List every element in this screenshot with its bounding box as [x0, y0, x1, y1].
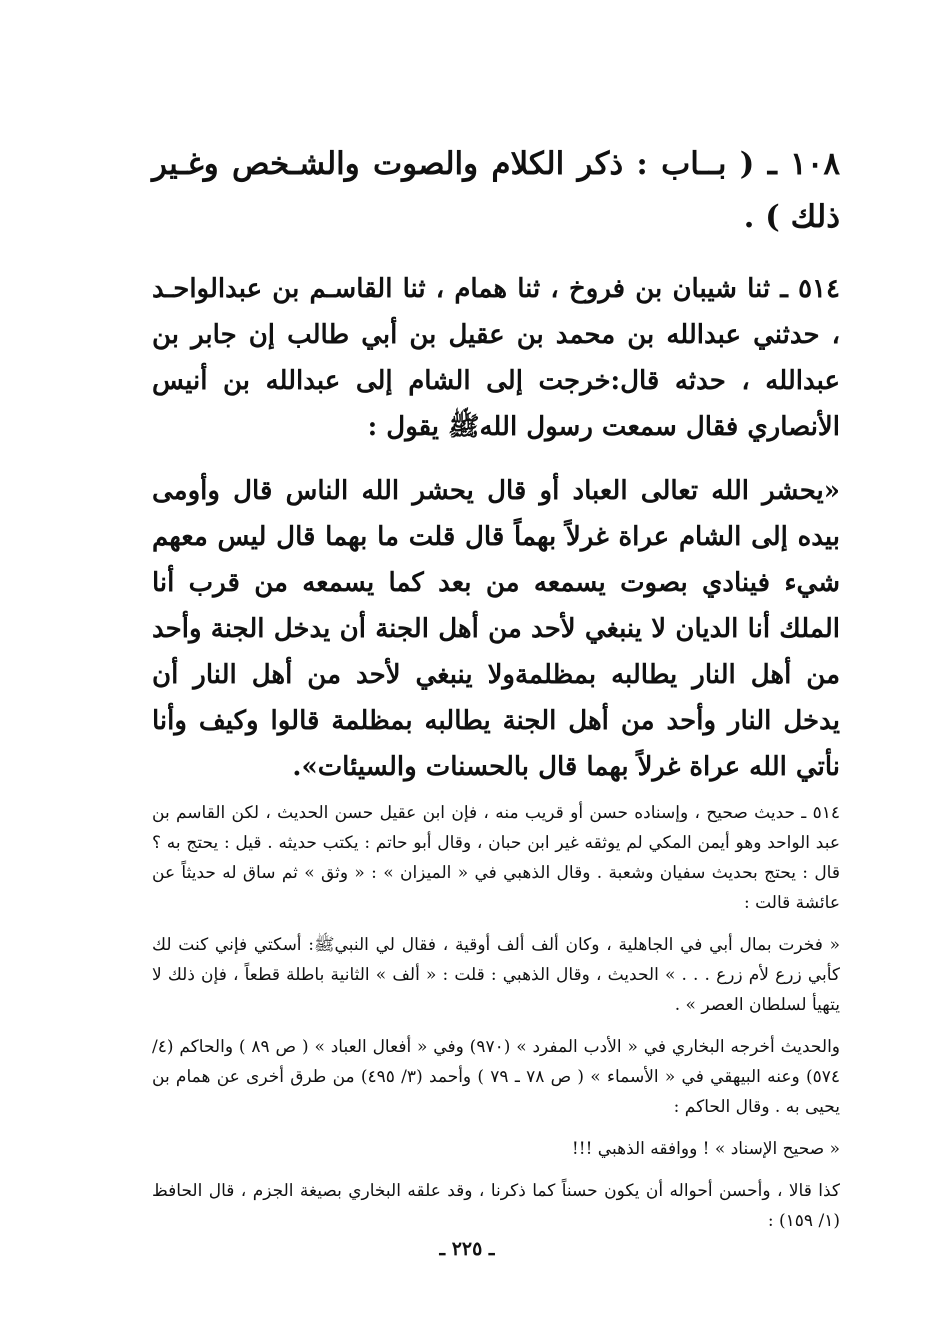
chapter-heading: ١٠٨ ـ ( بــاب : ذكر الكلام والصوت والشـخص وغـير ذلك ) .	[152, 146, 840, 235]
footnote-paragraph: « فخرت بمال أبي في الجاهلية ، وكان ألف ألف أوقية ، فقال لي النبيﷺ: أسكتي فإني كنت لك كأبي زرع لأم زرع . . . » الحديث ، وقال الذهبي : قلت : « ألف » الثانية باطلة قطعاً ، فإن ذلك لا يتهيأ لسلطان العصر » .	[152, 935, 840, 1015]
page-number: ـ ٢٢٥ ـ	[439, 1238, 495, 1260]
footnote-paragraph: والحديث أخرجه البخاري في « الأدب المفرد » (٩٧٠) وفي « أفعال العباد » ( ص ٨٩ ) والحاكم (٤/ ٥٧٤) وعنه البيهقي في « الأسماء » ( ص ٧٨ ـ ٧٩ ) وأحمد (٣/ ٤٩٥) من طرق أخرى عن همام بن يحيى به . وقال الحاكم :	[152, 1037, 841, 1117]
footnote-paragraph: كذا قالا ، وأحسن أحواله أن يكون حسناً كما ذكرنا ، وقد علقه البخاري بصيغة الجزم ، قال الحافظ (١/ ١٥٩) :	[152, 1181, 840, 1231]
footnote-paragraph: ٥١٤ ـ حديث صحيح ، وإسناده حسن أو قريب منه ، فإن ابن عقيل حسن الحديث ، لكن القاسم بن عبد الواحد وهو أيمن المكي لم يوثقه غير ابن حبان ، وقال أبو حاتم : يكتب حديثه . قيل : يحتج به ؟ قال : يحتج بحديث سفيان وشعبة . وقال الذهبي في « الميزان » : « وثق » ثم ساق له حديثاً عن عائشة قالت :	[152, 803, 840, 913]
hadith-matn: «يحشر الله تعالى العباد أو قال يحشر الله الناس قال وأومى بيده إلى الشام عراة غرلاً بهماً قال قلت ما بهما قال ليس معهم شيء فينادي بصوت يسمعه من بعد كما يسمعه من قرب أنا الملك أنا الديان لا ينبغي لأحد من أهل الجنة أن يدخل الجنة وأحد من أهل النار يطالبه بمظلمةولا ينبغي لأحد من أهل النار أن يدخل النار وأحد من أهل الجنة يطالبه بمظلمة قالوا وكيف وأنا نأتي الله عراة غرلاً بهما قال بالحسنات والسيئات».	[152, 476, 840, 782]
hadith-isnad: ٥١٤ ـ ثنا شيبان بن فروخ ، ثنا همام ، ثنا القاسـم بن عبدالواحـد ، حدثني عبدالله بن محمد بن عقيل بن أبي طالب إن جابر بن عبدالله ، حدثه قال:خرجت إلى الشام إلى عبدالله بن أنيس الأنصاري فقال سمعت رسول اللهﷺ يقول :	[152, 274, 840, 442]
text-column	[152, 138, 840, 1248]
footnote-paragraph: « صحيح الإسناد » ! ووافقه الذهبي !!!	[571, 1139, 840, 1159]
